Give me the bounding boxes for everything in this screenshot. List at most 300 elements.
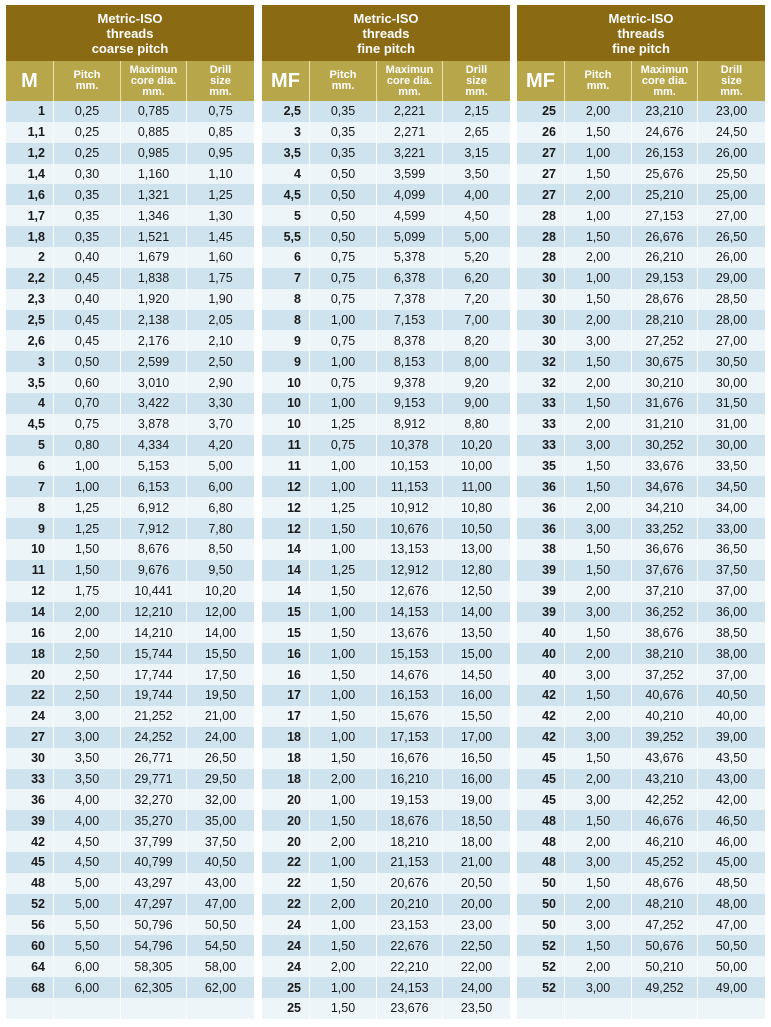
- table-cell: 27,00: [697, 330, 765, 351]
- table-cell: 7,20: [442, 289, 510, 310]
- table-row: [517, 122, 765, 143]
- fine-pitch-table-2: [517, 5, 765, 1019]
- table-cell: 31,50: [697, 393, 765, 414]
- table-cell: 34,676: [631, 476, 697, 497]
- table-cell: 4,50: [442, 205, 510, 226]
- table-row: [517, 977, 765, 998]
- table-cell: 1,25: [53, 497, 120, 518]
- table-row: [6, 330, 254, 351]
- table-cell: 1,00: [309, 727, 376, 748]
- table-cell: 1,10: [186, 164, 254, 185]
- table-cell: 39: [542, 584, 556, 599]
- table-row: [517, 873, 765, 894]
- table-cell: 45: [542, 771, 556, 786]
- table-cell: [53, 998, 120, 1019]
- table-cell: 7: [294, 271, 301, 286]
- table-cell: 2,50: [186, 351, 254, 372]
- table-cell: 1,75: [53, 581, 120, 602]
- table-row: [6, 769, 254, 790]
- table-row: [517, 935, 765, 956]
- table-cell: 16,153: [376, 685, 442, 706]
- table-cell: 5,20: [442, 247, 510, 268]
- table-cell: 18,210: [376, 831, 442, 852]
- table-cell: 21,00: [186, 706, 254, 727]
- table-cell: 38: [542, 542, 556, 557]
- table-cell: 27: [542, 187, 556, 202]
- table-cell: 10: [287, 396, 301, 411]
- table-cell: 1,60: [186, 247, 254, 268]
- table-cell: 3: [38, 354, 45, 369]
- table-cell: 2,599: [120, 351, 186, 372]
- table-cell: 24,153: [376, 977, 442, 998]
- table-row: [6, 184, 254, 205]
- table-cell: 24,252: [120, 727, 186, 748]
- table-cell: 2,90: [186, 372, 254, 393]
- table-cell: 0,50: [309, 164, 376, 185]
- table-cell: 17,153: [376, 727, 442, 748]
- table-cell: 46,676: [631, 810, 697, 831]
- table-cell: 1,50: [564, 393, 631, 414]
- table-cell: 25,50: [697, 164, 765, 185]
- table-cell: 48: [31, 876, 45, 891]
- table-row: [6, 727, 254, 748]
- table-cell: 1,00: [309, 915, 376, 936]
- table-cell: 2,00: [564, 310, 631, 331]
- table-cell: 1,1: [27, 125, 45, 140]
- table-cell: 30: [542, 292, 556, 307]
- table-row: [517, 247, 765, 268]
- table-cell: 50,00: [697, 956, 765, 977]
- table-cell: 1,50: [309, 664, 376, 685]
- table-cell: 32: [542, 375, 556, 390]
- table-cell: 42,252: [631, 789, 697, 810]
- table-cell: 0,40: [53, 247, 120, 268]
- table-cell: 1,50: [309, 622, 376, 643]
- table-cell: 33: [542, 396, 556, 411]
- table-cell: 31,00: [697, 414, 765, 435]
- table-cell: 6: [294, 250, 301, 265]
- table-cell: 0,785: [120, 101, 186, 122]
- table-row: [517, 998, 765, 1019]
- table-cell: 1,50: [309, 810, 376, 831]
- table-cell: 1,45: [186, 226, 254, 247]
- table-cell: 17,50: [186, 664, 254, 685]
- table-cell: 3,00: [564, 518, 631, 539]
- table-cell: 0,35: [53, 205, 120, 226]
- table-cell: 42: [542, 709, 556, 724]
- table-cell: [120, 998, 186, 1019]
- table-cell: 40,676: [631, 685, 697, 706]
- table-row: [6, 977, 254, 998]
- table-cell: 0,70: [53, 393, 120, 414]
- table-cell: 3,00: [53, 706, 120, 727]
- table-cell: 1,00: [564, 205, 631, 226]
- table-cell: 32: [542, 354, 556, 369]
- table-cell: 10,20: [442, 435, 510, 456]
- table-cell: 14,676: [376, 664, 442, 685]
- table-row: [517, 706, 765, 727]
- table-cell: 1,50: [564, 560, 631, 581]
- table-cell: 45: [542, 792, 556, 807]
- table-cell: 8,50: [186, 539, 254, 560]
- table-cell: 36: [542, 479, 556, 494]
- table-cell: 0,45: [53, 268, 120, 289]
- table-cell: 26,771: [120, 748, 186, 769]
- table-cell: 9: [294, 354, 301, 369]
- table-row: [6, 372, 254, 393]
- table-cell: 1,50: [309, 873, 376, 894]
- table-row: [517, 748, 765, 769]
- table-cell: 9: [38, 521, 45, 536]
- table-title-line: threads: [106, 25, 154, 41]
- table-cell: 2,2: [27, 271, 45, 286]
- table-cell: 4,5: [27, 417, 45, 432]
- table-cell: 17: [287, 688, 301, 703]
- table-cell: 16,210: [376, 769, 442, 790]
- table-cell: 36,50: [697, 539, 765, 560]
- table-cell: 28,50: [697, 289, 765, 310]
- table-cell: 1,50: [564, 226, 631, 247]
- table-cell: 42,00: [697, 789, 765, 810]
- table-cell: 26,50: [186, 748, 254, 769]
- table-cell: 2,271: [376, 122, 442, 143]
- table-cell: 37,799: [120, 831, 186, 852]
- table-cell: 0,75: [309, 289, 376, 310]
- table-cell: 0,25: [53, 101, 120, 122]
- table-cell: 3,878: [120, 414, 186, 435]
- table-cell: 1,50: [564, 685, 631, 706]
- table-cell: 19,50: [186, 685, 254, 706]
- table-cell: 13,153: [376, 539, 442, 560]
- table-cell: 7,912: [120, 518, 186, 539]
- table-cell: 9,20: [442, 372, 510, 393]
- table-cell: 27: [542, 146, 556, 161]
- table-cell: 4,334: [120, 435, 186, 456]
- table-cell: 37,50: [186, 831, 254, 852]
- table-cell: 21,00: [442, 852, 510, 873]
- table-cell: 23,00: [697, 101, 765, 122]
- table-cell: 1,50: [309, 518, 376, 539]
- table-cell: 35,270: [120, 810, 186, 831]
- table-cell: 28: [542, 208, 556, 223]
- table-cell: 14,210: [120, 622, 186, 643]
- table-cell: 1,50: [309, 748, 376, 769]
- table-row: [262, 894, 510, 915]
- table-cell: 11,153: [376, 476, 442, 497]
- table-cell: 36,252: [631, 602, 697, 623]
- table-cell: 1,50: [564, 164, 631, 185]
- table-cell: 10,441: [120, 581, 186, 602]
- table-cell: 33,00: [697, 518, 765, 539]
- table-cell: 50,210: [631, 956, 697, 977]
- table-cell: 1,00: [309, 685, 376, 706]
- table-cell: 49,00: [697, 977, 765, 998]
- table-cell: 15,153: [376, 643, 442, 664]
- table-cell: 45: [31, 855, 45, 870]
- table-cell: 37,00: [697, 581, 765, 602]
- table-cell: 4,50: [53, 831, 120, 852]
- table-title: [262, 5, 510, 61]
- table-cell: 5,5: [283, 229, 301, 244]
- table-row: [262, 727, 510, 748]
- table-cell: 0,885: [120, 122, 186, 143]
- table-cell: 15,50: [186, 643, 254, 664]
- table-cell: 40,50: [186, 852, 254, 873]
- table-cell: 13,50: [442, 622, 510, 643]
- table-cell: 14: [31, 605, 45, 620]
- table-cell: 3: [294, 125, 301, 140]
- table-cell: 3,221: [376, 143, 442, 164]
- table-cell: 0,35: [309, 143, 376, 164]
- table-cell: 4,00: [442, 184, 510, 205]
- table-cell: 1,8: [27, 229, 45, 244]
- table-cell: 31,676: [631, 393, 697, 414]
- table-cell: 10,153: [376, 456, 442, 477]
- table-cell: 3,50: [442, 164, 510, 185]
- table-cell: 15,744: [120, 643, 186, 664]
- table-row: [6, 476, 254, 497]
- table-cell: 12,80: [442, 560, 510, 581]
- table-row: [262, 789, 510, 810]
- table-cell: 5: [38, 438, 45, 453]
- table-cell: 17,00: [442, 727, 510, 748]
- table-row: [6, 351, 254, 372]
- table-row: [6, 456, 254, 477]
- table-cell: 2,15: [442, 101, 510, 122]
- column-header-row: [517, 61, 765, 101]
- table-cell: 46,50: [697, 810, 765, 831]
- table-cell: 11,00: [442, 476, 510, 497]
- table-cell: 20: [287, 813, 301, 828]
- table-cell: 5,378: [376, 247, 442, 268]
- table-cell: 12: [287, 500, 301, 515]
- table-cell: 25,00: [697, 184, 765, 205]
- table-cell: 19,744: [120, 685, 186, 706]
- table-row: [262, 164, 510, 185]
- table-cell: 19,153: [376, 789, 442, 810]
- table-cell: 1,00: [309, 456, 376, 477]
- table-row: [262, 101, 510, 122]
- table-row: [517, 289, 765, 310]
- table-cell: 2,50: [53, 685, 120, 706]
- table-cell: 1,50: [309, 581, 376, 602]
- table-cell: 2,00: [309, 831, 376, 852]
- table-cell: 43,00: [697, 769, 765, 790]
- table-cell: 2,05: [186, 310, 254, 331]
- table-row: [6, 414, 254, 435]
- table-cell: 46,210: [631, 831, 697, 852]
- table-cell: 33,252: [631, 518, 697, 539]
- table-row: [262, 518, 510, 539]
- table-row: [262, 539, 510, 560]
- table-cell: 46,00: [697, 831, 765, 852]
- table-row: [262, 247, 510, 268]
- table-cell: 1,00: [309, 393, 376, 414]
- table-row: [262, 351, 510, 372]
- table-cell: 1,00: [309, 852, 376, 873]
- table-row: [262, 497, 510, 518]
- table-cell: 6,00: [53, 977, 120, 998]
- table-cell: 4,20: [186, 435, 254, 456]
- table-row: [517, 915, 765, 936]
- table-cell: 36: [31, 792, 45, 807]
- table-cell: 20,00: [442, 894, 510, 915]
- table-cell: 30: [542, 271, 556, 286]
- table-cell: 1,90: [186, 289, 254, 310]
- table-cell: 2,5: [283, 104, 301, 119]
- column-header: Maximun core dia. mm.: [376, 61, 442, 101]
- table-row: [517, 622, 765, 643]
- table-row: [262, 935, 510, 956]
- table-cell: 6,378: [376, 268, 442, 289]
- table-cell: 7,00: [442, 310, 510, 331]
- table-cell: 25: [542, 104, 556, 119]
- table-cell: 45,252: [631, 852, 697, 873]
- table-cell: 1,00: [309, 643, 376, 664]
- table-row: [262, 143, 510, 164]
- table-cell: 23,00: [442, 915, 510, 936]
- table-cell: 3,00: [564, 789, 631, 810]
- table-row: [6, 518, 254, 539]
- table-cell: 15,00: [442, 643, 510, 664]
- table-row: [6, 602, 254, 623]
- table-cell: 18: [287, 751, 301, 766]
- table-row: [517, 164, 765, 185]
- table-row: [262, 852, 510, 873]
- table-title-line: threads: [617, 25, 665, 41]
- table-row: [517, 727, 765, 748]
- table-cell: [6, 998, 53, 1019]
- table-row: [6, 497, 254, 518]
- table-cell: 1,6: [27, 187, 45, 202]
- table-cell: 9,378: [376, 372, 442, 393]
- table-cell: 0,75: [309, 372, 376, 393]
- table-cell: [697, 998, 765, 1019]
- table-cell: 50,50: [186, 915, 254, 936]
- table-cell: [517, 998, 564, 1019]
- table-cell: 36,676: [631, 539, 697, 560]
- table-cell: 2,00: [564, 769, 631, 790]
- table-row: [262, 122, 510, 143]
- table-cell: 48,00: [697, 894, 765, 915]
- table-cell: 5,00: [186, 456, 254, 477]
- table-cell: 11: [31, 563, 45, 578]
- table-cell: 17: [287, 709, 301, 724]
- table-cell: 64: [31, 959, 45, 974]
- column-header: Pitch mm.: [564, 61, 631, 101]
- table-row: [517, 831, 765, 852]
- table-cell: 2,138: [120, 310, 186, 331]
- table-cell: 40,210: [631, 706, 697, 727]
- table-cell: 43,676: [631, 748, 697, 769]
- table-cell: 1,00: [53, 476, 120, 497]
- table-row: [6, 122, 254, 143]
- table-cell: 1,2: [27, 146, 45, 161]
- table-cell: 0,75: [53, 414, 120, 435]
- table-row: [517, 435, 765, 456]
- table-row: [6, 852, 254, 873]
- table-row: [517, 602, 765, 623]
- table-cell: 10,00: [442, 456, 510, 477]
- table-cell: 9,50: [186, 560, 254, 581]
- table-cell: 2,50: [53, 664, 120, 685]
- table-cell: 3,00: [564, 915, 631, 936]
- table-cell: 35,00: [186, 810, 254, 831]
- table-cell: 2,00: [564, 101, 631, 122]
- table-cell: 37,50: [697, 560, 765, 581]
- column-header: Drill size mm.: [442, 61, 510, 101]
- table-row: [262, 184, 510, 205]
- table-cell: 2,00: [564, 414, 631, 435]
- table-row: [262, 330, 510, 351]
- table-row: [517, 184, 765, 205]
- table-row: [6, 998, 254, 1019]
- table-cell: 2,00: [309, 894, 376, 915]
- table-cell: 37,676: [631, 560, 697, 581]
- table-cell: 40,50: [697, 685, 765, 706]
- table-cell: 14,153: [376, 602, 442, 623]
- table-cell: 2,3: [27, 292, 45, 307]
- table-cell: 40: [542, 667, 556, 682]
- table-cell: 2,65: [442, 122, 510, 143]
- table-cell: 24: [31, 709, 45, 724]
- column-header: Drill size mm.: [697, 61, 765, 101]
- table-cell: 1,50: [564, 122, 631, 143]
- table-cell: 50,676: [631, 935, 697, 956]
- table-cell: [186, 998, 254, 1019]
- table-cell: 1,4: [27, 167, 45, 181]
- table-row: [262, 372, 510, 393]
- table-cell: 8,80: [442, 414, 510, 435]
- table-row: [6, 685, 254, 706]
- table-row: [517, 476, 765, 497]
- table-row: [6, 789, 254, 810]
- table-row: [262, 602, 510, 623]
- table-cell: 15,676: [376, 706, 442, 727]
- table-cell: 43,00: [186, 873, 254, 894]
- table-row: [6, 205, 254, 226]
- table-cell: 1,00: [309, 789, 376, 810]
- table-row: [517, 226, 765, 247]
- table-cell: 2,00: [564, 831, 631, 852]
- table-cell: 0,75: [309, 435, 376, 456]
- table-cell: 6,153: [120, 476, 186, 497]
- table-cell: 7,378: [376, 289, 442, 310]
- table-cell: 3,50: [53, 748, 120, 769]
- table-cell: 8: [294, 313, 301, 328]
- table-row: [517, 789, 765, 810]
- table-cell: 18: [287, 730, 301, 745]
- table-cell: 24,676: [631, 122, 697, 143]
- table-cell: 10,80: [442, 497, 510, 518]
- table-cell: 20: [287, 792, 301, 807]
- table-cell: 27,252: [631, 330, 697, 351]
- table-cell: 24: [287, 938, 301, 953]
- table-cell: 21,153: [376, 852, 442, 873]
- table-cell: 29,153: [631, 268, 697, 289]
- table-cell: 0,45: [53, 310, 120, 331]
- table-row: [517, 351, 765, 372]
- table-cell: 5: [294, 208, 301, 223]
- table-cell: 40,799: [120, 852, 186, 873]
- table-cell: 0,35: [309, 101, 376, 122]
- table-cell: 39: [542, 563, 556, 578]
- table-cell: 4,599: [376, 205, 442, 226]
- table-cell: 3,30: [186, 393, 254, 414]
- table-cell: 3,010: [120, 372, 186, 393]
- table-cell: 0,95: [186, 143, 254, 164]
- table-cell: 12,210: [120, 602, 186, 623]
